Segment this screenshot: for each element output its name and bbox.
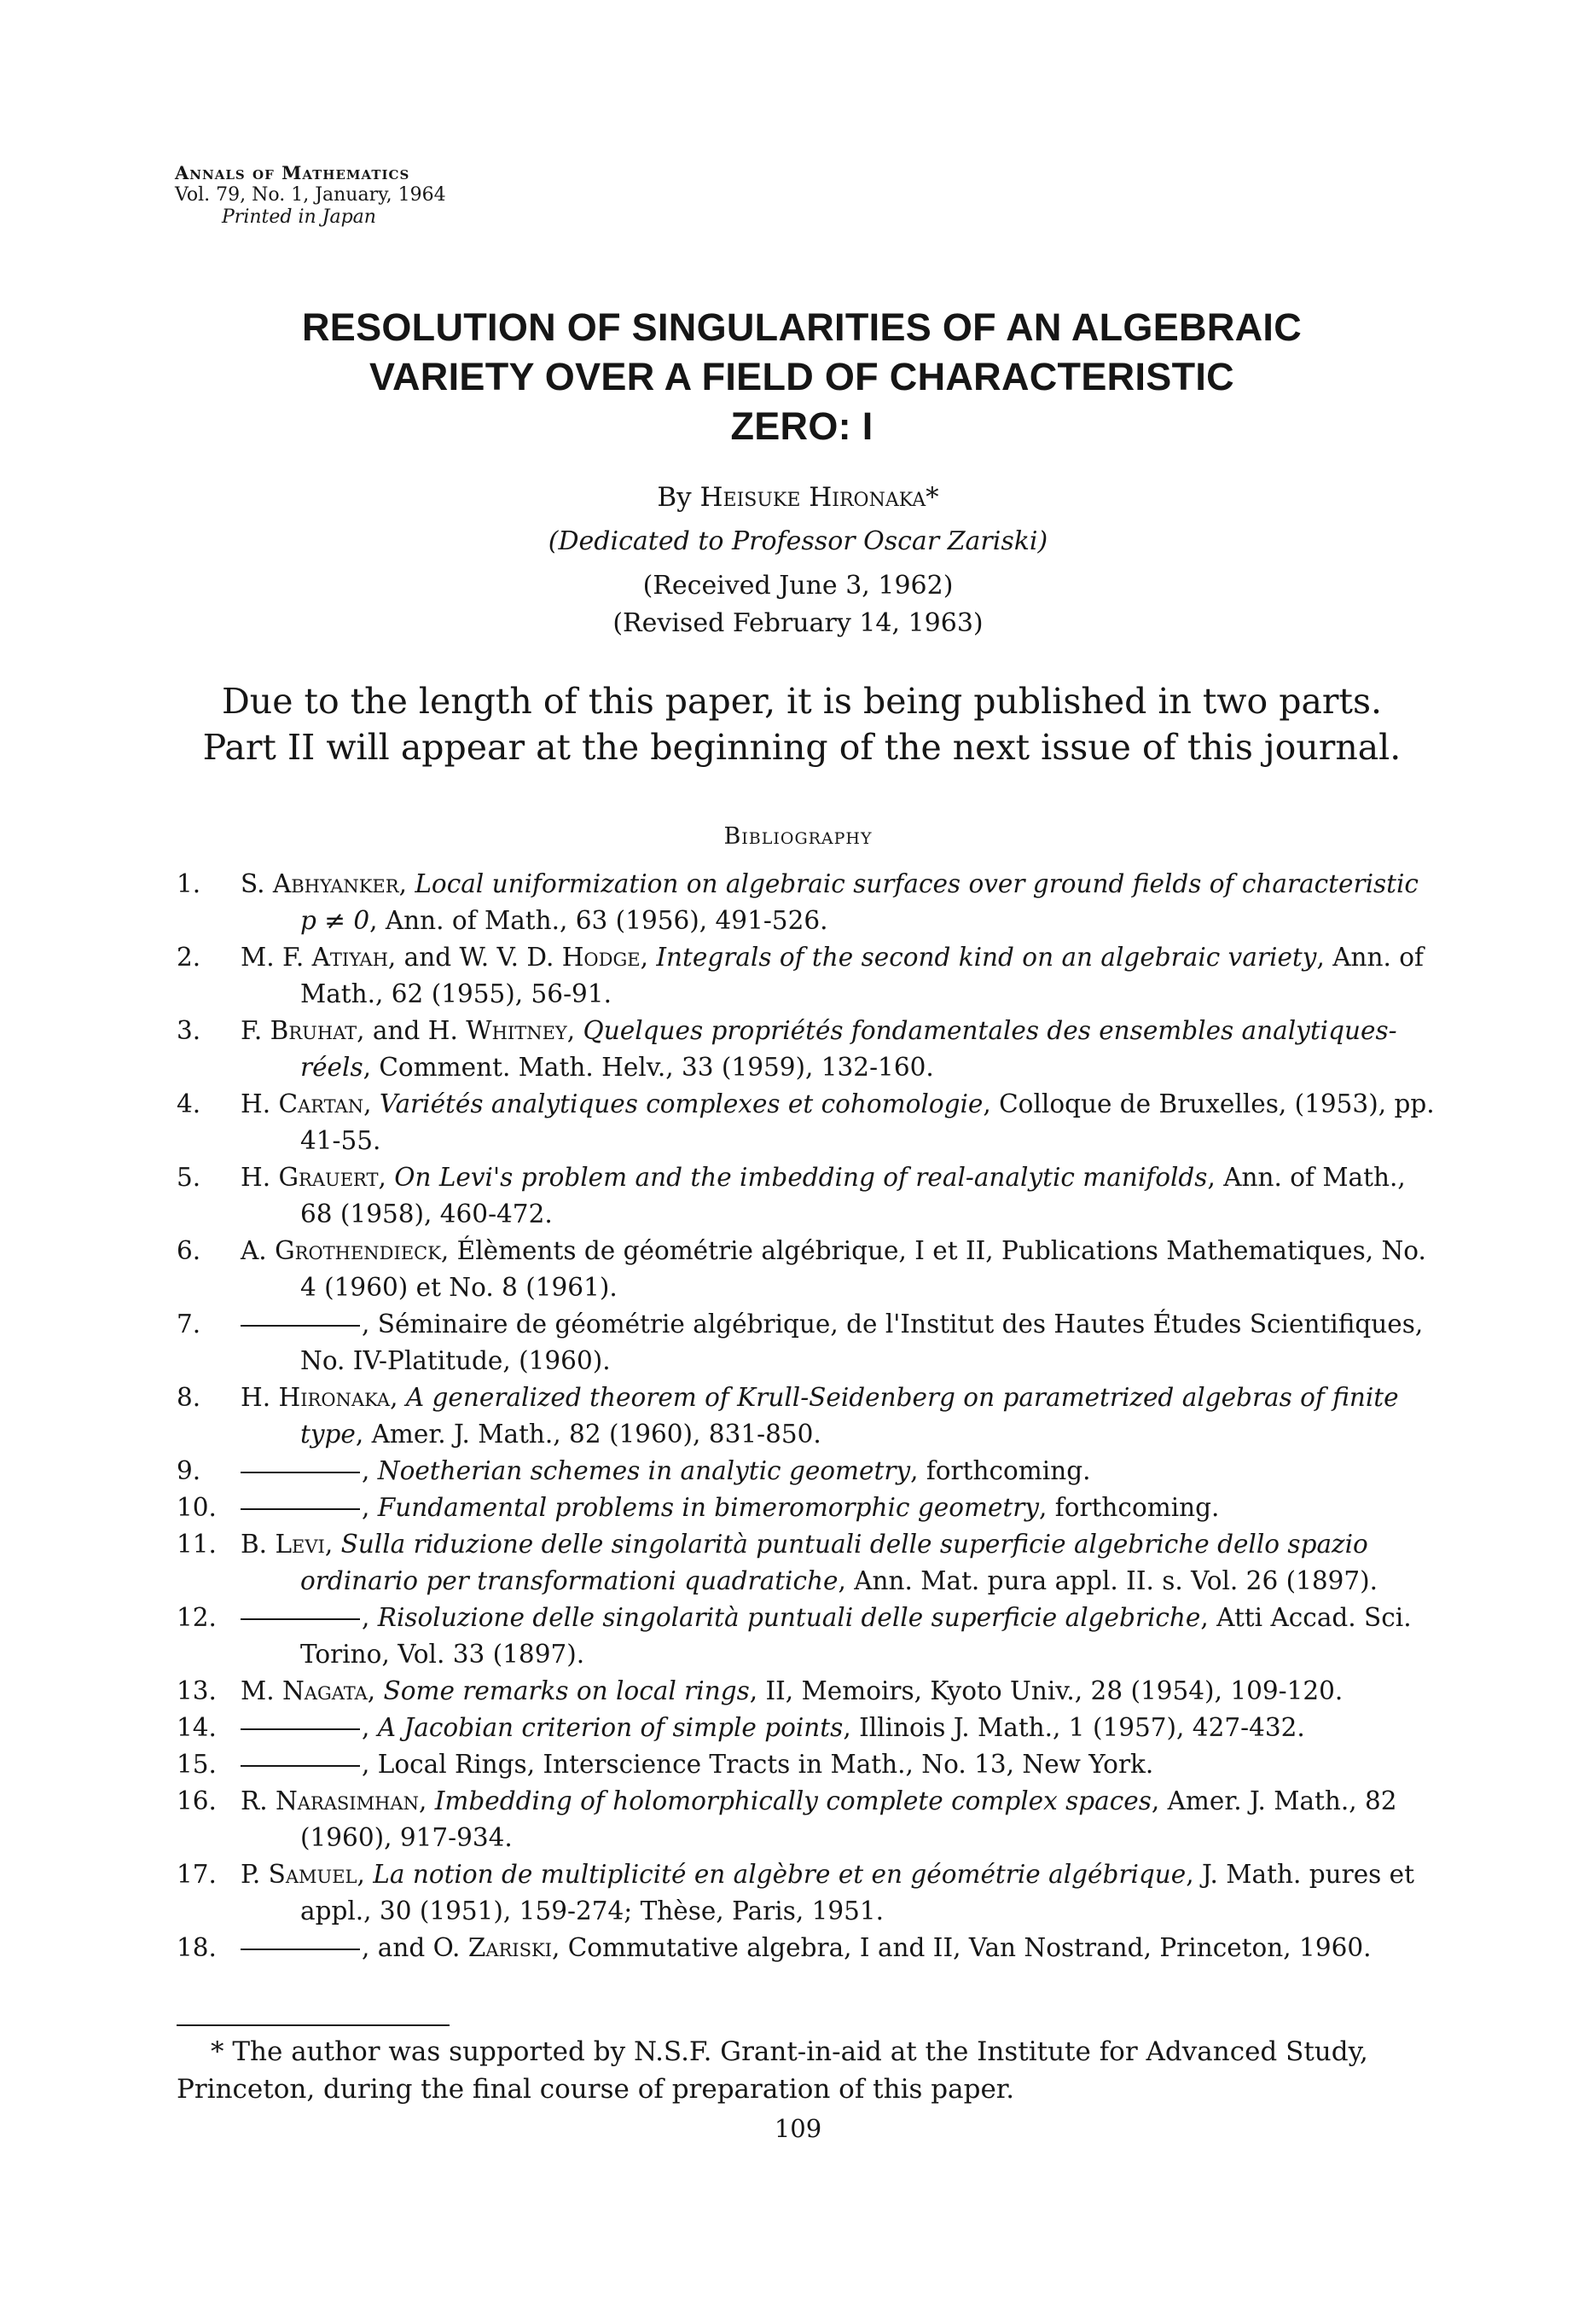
reference-number: 5. — [177, 1163, 201, 1192]
reference-number: 8. — [177, 1383, 201, 1412]
ditto-dash — [241, 1618, 360, 1620]
reference-number: 12. — [177, 1603, 217, 1632]
reference-text: , and H. — [357, 1016, 467, 1045]
reference-number: 16. — [177, 1786, 217, 1815]
reference-number: 10. — [177, 1493, 217, 1522]
reference-text: , II, Memoirs, Kyoto Univ., 28 (1954), 109-120. — [749, 1676, 1344, 1705]
title-line-3: ZERO: I — [730, 404, 873, 448]
reference-number: 4. — [177, 1089, 201, 1118]
reference-number: 6. — [177, 1236, 201, 1265]
notice-line-2: Part II will appear at the beginning of the next issue of this journal. — [202, 727, 1402, 768]
publication-notice — [175, 678, 1429, 770]
author-name: Heisuke Hironaka* — [699, 482, 939, 513]
reference-text: , Comment. Math. Helv., 33 (1959), 132-160. — [363, 1053, 934, 1082]
reference-author-surname: Bruhat — [270, 1016, 357, 1045]
reference-number: 3. — [177, 1016, 201, 1045]
reference-number: 11. — [177, 1530, 217, 1559]
reference-text: , Atti Accad. Sci. Torino, Vol. 33 (1897). — [300, 1603, 1412, 1669]
ditto-dash — [241, 1508, 360, 1510]
reference-item — [177, 1710, 1437, 1746]
reference-text: , — [367, 1676, 384, 1705]
footnote-line-1: * The author was supported by N.S.F. Grant-in-aid at the Institute for Advanced Study, — [211, 2036, 1368, 2067]
reference-title: Fundamental problems in bimeromorphic geometry — [377, 1493, 1040, 1522]
ditto-dash — [241, 1325, 360, 1327]
revised-date: (Revised February 14, 1963) — [612, 608, 984, 638]
reference-text: , and O. — [362, 1933, 468, 1962]
reference-author-surname: Hodge — [561, 943, 641, 972]
byline-prefix: By — [657, 482, 692, 513]
reference-author-surname: Samuel — [268, 1860, 357, 1889]
volume-info: Vol. 79, No. 1, January, 1964 — [175, 184, 446, 206]
ditto-dash — [241, 1472, 360, 1473]
reference-item — [177, 1856, 1437, 1930]
reference-text: , Commutative algebra, I and II, Van Nostrand, Princeton, 1960. — [551, 1933, 1372, 1962]
reference-text: , — [362, 1493, 378, 1522]
ditto-dash — [241, 1949, 360, 1950]
reference-text: , — [566, 1016, 583, 1045]
reference-text: , — [640, 943, 657, 972]
page-number: 109 — [774, 2114, 822, 2143]
reference-list — [177, 866, 1437, 1966]
reference-author-surname: Cartan — [278, 1089, 364, 1118]
reference-author: F. — [241, 1016, 270, 1045]
reference-item — [177, 1600, 1437, 1673]
reference-text: , — [398, 869, 415, 898]
reference-author: H. — [241, 1163, 279, 1192]
reference-text: , — [418, 1786, 435, 1815]
reference-text: , Amer. J. Math., 82 (1960), 917-934. — [300, 1786, 1397, 1852]
reference-author-surname: Nagata — [281, 1676, 368, 1705]
reference-number: 17. — [177, 1860, 217, 1889]
reference-author-surname: Grothendieck — [275, 1236, 441, 1265]
reference-text: , — [362, 1456, 378, 1485]
reference-author: H. — [241, 1383, 279, 1412]
reference-title: Some remarks on local rings — [383, 1676, 750, 1705]
reference-text: , — [363, 1089, 380, 1118]
reference-text: , — [324, 1530, 341, 1559]
reference-item — [177, 1086, 1437, 1159]
footnote-line-2: Princeton, during the final course of preparation of this paper. — [177, 2074, 1015, 2105]
reference-title: Variétés analytiques complexes et cohomologie — [379, 1089, 984, 1118]
reference-author: A. — [241, 1236, 276, 1265]
reference-title: Noetherian schemes in analytic geometry — [377, 1456, 911, 1485]
reference-number: 2. — [177, 943, 201, 972]
ditto-dash — [241, 1765, 360, 1767]
dates — [0, 567, 1596, 642]
reference-text: , — [378, 1163, 395, 1192]
reference-author-surname: Zariski — [467, 1933, 552, 1962]
reference-item — [177, 1233, 1437, 1306]
reference-text: , Ann. of Math., 63 (1956), 491-526. — [369, 906, 828, 935]
reference-item — [177, 1453, 1437, 1490]
reference-item — [177, 1783, 1437, 1856]
notice-line-1: Due to the length of this paper, it is being published in two parts. — [221, 681, 1383, 722]
reference-author-surname: Whitney — [466, 1016, 567, 1045]
reference-text: , Ann. Mat. pura appl. II. s. Vol. 26 (1897). — [838, 1566, 1378, 1595]
reference-item — [177, 1673, 1437, 1710]
reference-item — [177, 866, 1437, 939]
reference-number: 14. — [177, 1713, 217, 1742]
reference-item — [177, 1746, 1437, 1783]
reference-author-surname: Hironaka — [278, 1383, 391, 1412]
reference-title: Risoluzione delle singolarità puntuali delle superficie algebriche — [377, 1603, 1201, 1632]
footnote — [177, 2033, 1439, 2108]
reference-author: R. — [241, 1786, 276, 1815]
reference-title: Local uniformization on algebraic surfaces over ground fields of characteristic p ≠ 0 — [300, 869, 1419, 935]
reference-title: Sulla riduzione delle singolarità puntuali delle superficie algebriche dello spazio ordinario per transformationi quadratiche — [300, 1530, 1368, 1595]
bibliography-heading: Bibliography — [723, 823, 873, 850]
reference-author-surname: Levi — [275, 1530, 325, 1559]
reference-number: 15. — [177, 1750, 217, 1779]
paper-title — [171, 303, 1433, 451]
reference-number: 18. — [177, 1933, 217, 1962]
reference-text: , — [362, 1713, 378, 1742]
reference-author: P. — [241, 1860, 269, 1889]
reference-author: M. F. — [241, 943, 312, 972]
reference-number: 1. — [177, 869, 201, 898]
title-line-1: RESOLUTION OF SINGULARITIES OF AN ALGEBRAIC — [301, 305, 1303, 349]
reference-text: , — [390, 1383, 406, 1412]
reference-text: , — [362, 1603, 378, 1632]
reference-author-surname: Narasimhan — [275, 1786, 419, 1815]
reference-author-surname: Abhyanker — [272, 869, 399, 898]
title-line-2: VARIETY OVER A FIELD OF CHARACTERISTIC — [369, 355, 1234, 398]
reference-text: , — [357, 1860, 374, 1889]
reference-item — [177, 1306, 1437, 1379]
reference-text: , Illinois J. Math., 1 (1957), 427-432. — [843, 1713, 1305, 1742]
reference-text: , Ann. of Math., 68 (1958), 460-472. — [300, 1163, 1406, 1228]
reference-text: , J. Math. pures et appl., 30 (1951), 159-274; Thèse, Paris, 1951. — [300, 1860, 1414, 1925]
reference-item — [177, 1013, 1437, 1086]
reference-number: 9. — [177, 1456, 201, 1485]
footnote-rule — [177, 2024, 450, 2026]
reference-title: A generalized theorem of Krull-Seidenberg on parametrized algebras of finite type — [300, 1383, 1399, 1449]
reference-number: 13. — [177, 1676, 217, 1705]
reference-text: , Élèments de géométrie algébrique, I et II, Publications Mathematiques, No. 4 (1960) et No. 8 (1961). — [300, 1236, 1426, 1302]
reference-author: M. — [241, 1676, 282, 1705]
journal-name: Annals of Mathematics — [175, 162, 410, 183]
reference-text: , Ann. of Math., 62 (1955), 56-91. — [300, 943, 1424, 1008]
reference-text: , forthcoming. — [910, 1456, 1091, 1485]
reference-number: 7. — [177, 1310, 201, 1339]
dedication: (Dedicated to Professor Oscar Zariski) — [548, 526, 1048, 556]
reference-text: , and W. V. D. — [387, 943, 562, 972]
reference-item — [177, 1159, 1437, 1233]
reference-title: La notion de multiplicité en algèbre et en géométrie algébrique — [373, 1860, 1187, 1889]
reference-author: B. — [241, 1530, 276, 1559]
reference-text: , Amer. J. Math., 82 (1960), 831-850. — [355, 1420, 821, 1449]
reference-item — [177, 1379, 1437, 1453]
reference-title: On Levi's problem and the imbedding of real-analytic manifolds — [394, 1163, 1208, 1192]
reference-title: A Jacobian criterion of simple points — [377, 1713, 844, 1742]
received-date: (Received June 3, 1962) — [642, 571, 954, 601]
reference-author-surname: Atiyah — [311, 943, 388, 972]
reference-author: S. — [241, 869, 273, 898]
reference-title: Quelques propriétés fondamentales des ensembles analytiques-réels — [300, 1016, 1397, 1082]
reference-item — [177, 1930, 1437, 1966]
ditto-dash — [241, 1728, 360, 1730]
reference-text: , Local Rings, Interscience Tracts in Math., No. 13, New York. — [362, 1750, 1154, 1779]
reference-title: Imbedding of holomorphically complete complex spaces — [434, 1786, 1152, 1815]
printed-in: Printed in Japan — [222, 206, 376, 228]
reference-title: Integrals of the second kind on an algebraic variety — [656, 943, 1317, 972]
reference-author: H. — [241, 1089, 279, 1118]
reference-item — [177, 939, 1437, 1013]
reference-text: , Colloque de Bruxelles, (1953), pp. 41-55. — [300, 1089, 1435, 1155]
reference-text: , forthcoming. — [1039, 1493, 1220, 1522]
reference-text: , Séminaire de géométrie algébrique, de l'Institut des Hautes Études Scientifiques, No. IV-Platitude, (1960). — [300, 1310, 1424, 1375]
reference-author-surname: Grauert — [278, 1163, 379, 1192]
byline — [0, 482, 1596, 513]
reference-item — [177, 1526, 1437, 1600]
reference-item — [177, 1490, 1437, 1526]
journal-header — [175, 162, 446, 229]
